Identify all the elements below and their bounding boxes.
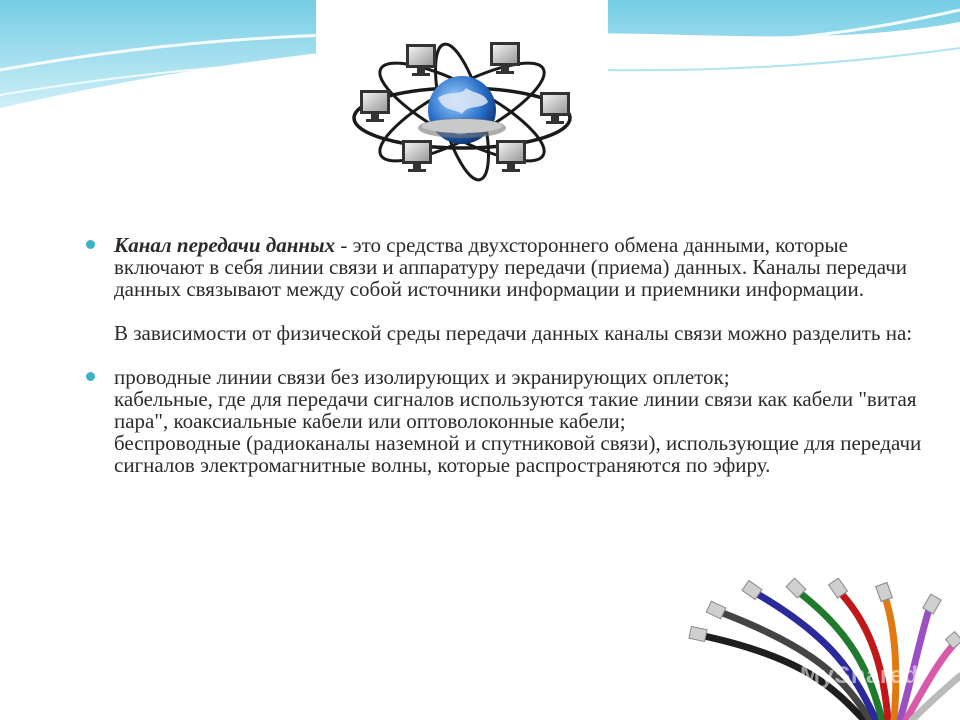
bullet-dot-icon	[86, 240, 95, 249]
term-separator: -	[335, 233, 353, 257]
network-cables-image	[684, 578, 960, 720]
term-label: Канал передачи данных	[114, 233, 336, 257]
watermark-logo: MyShared	[800, 662, 919, 689]
cable-lines-text: кабельные, где для передачи сигналов используются такие линии связи как кабели "витая пара", коаксиальные кабели или оптоволоконные кабели;	[114, 387, 917, 433]
network-globe-image	[316, 0, 608, 210]
wireless-lines-text: беспроводные (радиоканалы наземной и спутниковой связи), использующие для передачи сигналов электромагнитные волны, которые распространяются по эфиру.	[114, 431, 922, 477]
definition-paragraph	[114, 234, 936, 300]
classification-intro: В зависимости от физической среды передачи данных каналы связи можно разделить на:	[114, 321, 913, 345]
bullet-channel-types	[86, 366, 936, 476]
network-cables-icon	[684, 578, 960, 720]
bullet-dot-icon	[86, 372, 95, 381]
bullet-definition	[86, 234, 936, 344]
slide-body	[86, 234, 936, 476]
network-globe-icon	[316, 0, 608, 210]
definition-text: это средства двухстороннего обмена данными, которые включают в себя линии связи и аппаратуру передачи (приема) данных. Каналы передачи данных связывают между собой источники информации и приемники информации.	[114, 233, 908, 301]
wired-lines-text: проводные линии связи без изолирующих и экранирующих оплеток;	[114, 365, 730, 389]
